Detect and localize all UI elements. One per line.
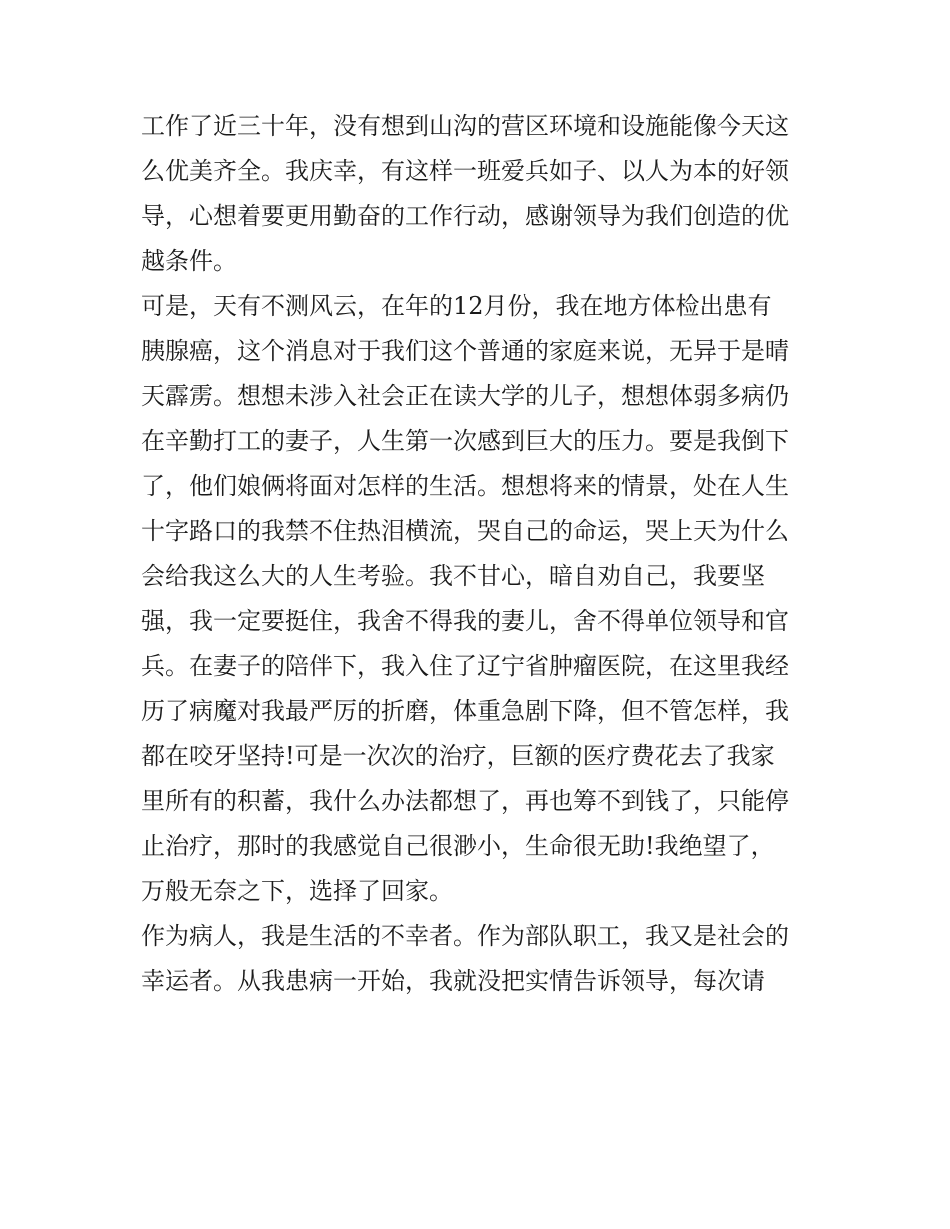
text-line: 越条件。 (141, 247, 237, 275)
text-line: 在辛勤打工的妻子，人生第一次感到巨大的压力。要是我倒下 (141, 427, 789, 455)
paragraph-3 (141, 914, 816, 1004)
text-line: 里所有的积蓄，我什么办法都想了，再也筹不到钱了，只能停 (141, 787, 789, 815)
text-line: 历了病魔对我最严厉的折磨，体重急剧下降，但不管怎样，我 (141, 697, 789, 725)
text-line: 了，他们娘俩将面对怎样的生活。想想将来的情景，处在人生 (141, 472, 789, 500)
text-line: 都在咬牙坚持!可是一次次的治疗，巨额的医疗费花去了我家 (141, 742, 775, 770)
text-line: 十字路口的我禁不住热泪横流，哭自己的命运，哭上天为什么 (141, 517, 789, 545)
text-line: 会给我这么大的人生考验。我不甘心，暗自劝自己，我要坚 (141, 562, 765, 590)
text-line: 强，我一定要挺住，我舍不得我的妻儿，舍不得单位领导和官 (141, 607, 789, 635)
text-line: 导，心想着要更用勤奋的工作行动，感谢领导为我们创造的优 (141, 202, 789, 230)
paragraph-2 (141, 284, 816, 914)
text-line: 止治疗，那时的我感觉自己很渺小，生命很无助!我绝望了， (141, 832, 775, 860)
text-line: 作为病人，我是生活的不幸者。作为部队职工，我又是社会的 (141, 922, 789, 950)
text-line: 天霹雳。想想未涉入社会正在读大学的儿子，想想体弱多病仍 (141, 382, 789, 410)
paragraph-1 (141, 104, 816, 284)
text-line: 万般无奈之下，选择了回家。 (141, 877, 453, 905)
text-line: 可是，天有不测风云，在年的12月份，我在地方体检出患有 (141, 292, 772, 320)
text-line: 兵。在妻子的陪伴下，我入住了辽宁省肿瘤医院，在这里我经 (141, 652, 789, 680)
text-line: 幸运者。从我患病一开始，我就没把实情告诉领导，每次请 (141, 967, 765, 995)
text-line: 胰腺癌，这个消息对于我们这个普通的家庭来说，无异于是晴 (141, 337, 789, 365)
text-line: 么优美齐全。我庆幸，有这样一班爱兵如子、以人为本的好领 (141, 157, 789, 185)
text-line: 工作了近三十年，没有想到山沟的营区环境和设施能像今天这 (141, 112, 789, 140)
document-body (141, 104, 816, 1004)
